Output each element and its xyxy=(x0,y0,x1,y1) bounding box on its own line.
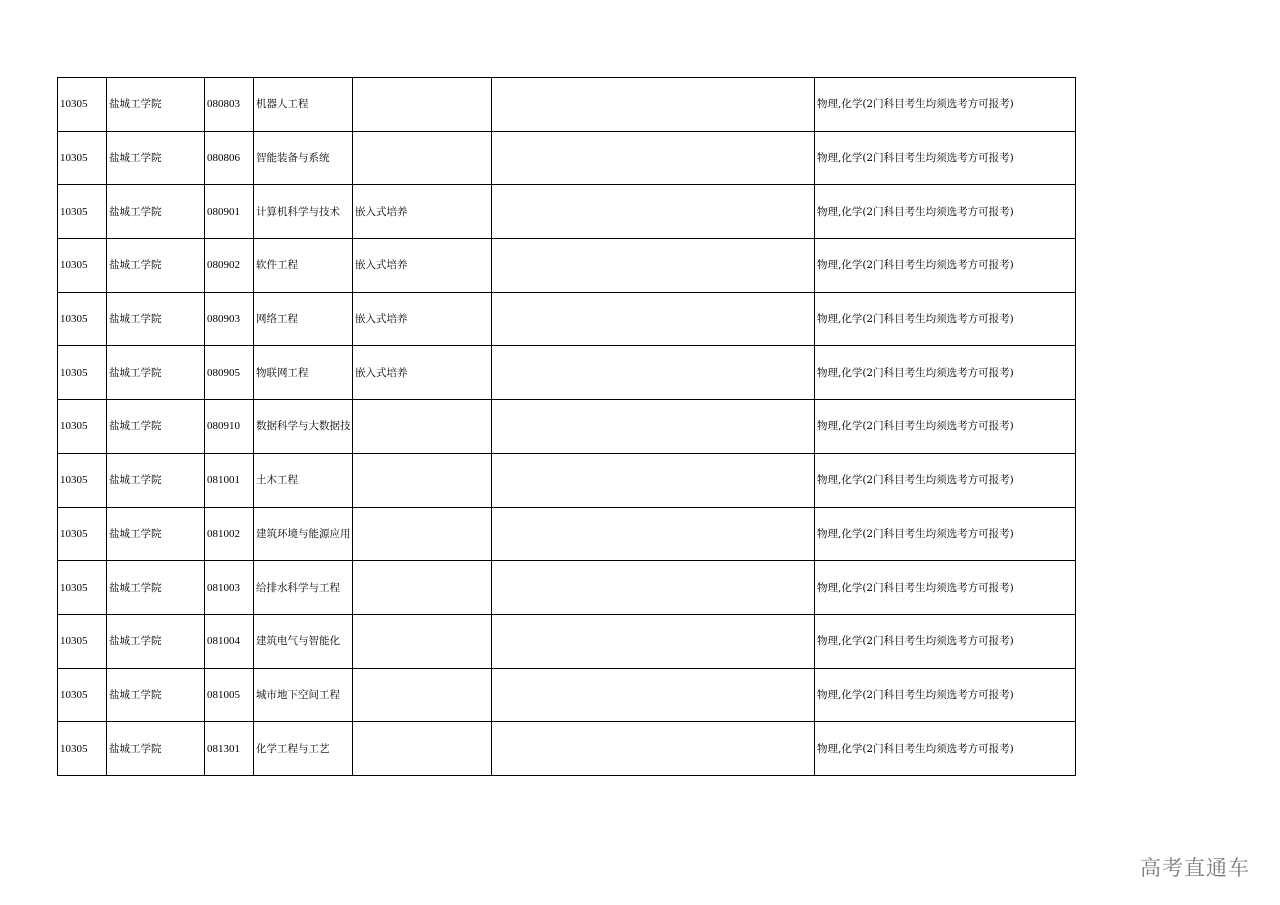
major-name-cell: 计算机科学与技术 xyxy=(254,185,353,239)
training-note-cell xyxy=(353,561,492,615)
school-code-cell: 10305 xyxy=(58,507,107,561)
major-name-cell: 网络工程 xyxy=(254,292,353,346)
school-code-cell: 10305 xyxy=(58,722,107,776)
major-name-cell: 机器人工程 xyxy=(254,78,353,132)
subject-requirement-cell: 物理,化学(2门科目考生均须选考方可报考) xyxy=(815,668,1076,722)
training-note-cell xyxy=(353,400,492,454)
subject-requirement-cell: 物理,化学(2门科目考生均须选考方可报考) xyxy=(815,346,1076,400)
training-note-cell xyxy=(353,453,492,507)
school-name-cell: 盐城工学院 xyxy=(107,561,205,615)
table-row xyxy=(58,292,1076,346)
school-name-cell: 盐城工学院 xyxy=(107,668,205,722)
table-row xyxy=(58,131,1076,185)
subject-requirement-cell: 物理,化学(2门科目考生均须选考方可报考) xyxy=(815,722,1076,776)
major-name-cell: 智能装备与系统 xyxy=(254,131,353,185)
table-row xyxy=(58,453,1076,507)
major-name-cell: 城市地下空间工程 xyxy=(254,668,353,722)
major-code-cell: 081001 xyxy=(205,453,254,507)
school-name-cell: 盐城工学院 xyxy=(107,614,205,668)
school-code-cell: 10305 xyxy=(58,131,107,185)
school-name-cell: 盐城工学院 xyxy=(107,453,205,507)
remark-cell xyxy=(492,185,815,239)
remark-cell xyxy=(492,346,815,400)
school-code-cell: 10305 xyxy=(58,346,107,400)
training-note-cell xyxy=(353,668,492,722)
major-name-cell: 给排水科学与工程 xyxy=(254,561,353,615)
major-code-cell: 080901 xyxy=(205,185,254,239)
subject-requirement-cell: 物理,化学(2门科目考生均须选考方可报考) xyxy=(815,78,1076,132)
table-row xyxy=(58,78,1076,132)
school-code-cell: 10305 xyxy=(58,78,107,132)
remark-cell xyxy=(492,78,815,132)
table-row xyxy=(58,614,1076,668)
table-row xyxy=(58,722,1076,776)
subject-requirement-cell: 物理,化学(2门科目考生均须选考方可报考) xyxy=(815,400,1076,454)
major-name-cell: 物联网工程 xyxy=(254,346,353,400)
major-name-cell: 建筑环境与能源应用 xyxy=(254,507,353,561)
major-code-cell: 080806 xyxy=(205,131,254,185)
major-code-cell: 081301 xyxy=(205,722,254,776)
major-code-cell: 080902 xyxy=(205,239,254,293)
subject-requirement-cell: 物理,化学(2门科目考生均须选考方可报考) xyxy=(815,185,1076,239)
subject-requirement-cell: 物理,化学(2门科目考生均须选考方可报考) xyxy=(815,131,1076,185)
major-name-cell: 软件工程 xyxy=(254,239,353,293)
major-code-cell: 081002 xyxy=(205,507,254,561)
major-code-cell: 080910 xyxy=(205,400,254,454)
major-name-cell: 建筑电气与智能化 xyxy=(254,614,353,668)
watermark-text: 高考直通车 xyxy=(1140,856,1250,880)
training-note-cell xyxy=(353,722,492,776)
remark-cell xyxy=(492,400,815,454)
school-code-cell: 10305 xyxy=(58,614,107,668)
training-note-cell: 嵌入式培养 xyxy=(353,292,492,346)
training-note-cell xyxy=(353,78,492,132)
remark-cell xyxy=(492,292,815,346)
school-name-cell: 盐城工学院 xyxy=(107,346,205,400)
school-code-cell: 10305 xyxy=(58,400,107,454)
subject-requirement-cell: 物理,化学(2门科目考生均须选考方可报考) xyxy=(815,239,1076,293)
table-body xyxy=(58,78,1076,776)
remark-cell xyxy=(492,453,815,507)
training-note-cell xyxy=(353,507,492,561)
school-name-cell: 盐城工学院 xyxy=(107,78,205,132)
school-name-cell: 盐城工学院 xyxy=(107,722,205,776)
table-row xyxy=(58,239,1076,293)
school-name-cell: 盐城工学院 xyxy=(107,185,205,239)
school-code-cell: 10305 xyxy=(58,239,107,293)
major-code-cell: 081005 xyxy=(205,668,254,722)
major-name-cell: 数据科学与大数据技 xyxy=(254,400,353,454)
major-name-cell: 土木工程 xyxy=(254,453,353,507)
remark-cell xyxy=(492,131,815,185)
subject-requirement-cell: 物理,化学(2门科目考生均须选考方可报考) xyxy=(815,453,1076,507)
table-row xyxy=(58,561,1076,615)
training-note-cell: 嵌入式培养 xyxy=(353,239,492,293)
school-code-cell: 10305 xyxy=(58,561,107,615)
remark-cell xyxy=(492,668,815,722)
training-note-cell xyxy=(353,614,492,668)
major-code-cell: 080903 xyxy=(205,292,254,346)
school-code-cell: 10305 xyxy=(58,185,107,239)
subject-requirement-cell: 物理,化学(2门科目考生均须选考方可报考) xyxy=(815,507,1076,561)
subject-requirement-cell: 物理,化学(2门科目考生均须选考方可报考) xyxy=(815,614,1076,668)
major-code-cell: 080803 xyxy=(205,78,254,132)
table-row xyxy=(58,346,1076,400)
remark-cell xyxy=(492,239,815,293)
training-note-cell: 嵌入式培养 xyxy=(353,185,492,239)
school-code-cell: 10305 xyxy=(58,453,107,507)
major-name-cell: 化学工程与工艺 xyxy=(254,722,353,776)
school-code-cell: 10305 xyxy=(58,668,107,722)
school-name-cell: 盐城工学院 xyxy=(107,239,205,293)
school-name-cell: 盐城工学院 xyxy=(107,400,205,454)
subject-requirement-cell: 物理,化学(2门科目考生均须选考方可报考) xyxy=(815,561,1076,615)
major-code-cell: 080905 xyxy=(205,346,254,400)
table-row xyxy=(58,185,1076,239)
subject-requirement-cell: 物理,化学(2门科目考生均须选考方可报考) xyxy=(815,292,1076,346)
training-note-cell xyxy=(353,131,492,185)
admission-requirements-table xyxy=(57,77,1076,776)
remark-cell xyxy=(492,614,815,668)
school-code-cell: 10305 xyxy=(58,292,107,346)
remark-cell xyxy=(492,722,815,776)
remark-cell xyxy=(492,507,815,561)
major-code-cell: 081003 xyxy=(205,561,254,615)
school-name-cell: 盐城工学院 xyxy=(107,131,205,185)
major-code-cell: 081004 xyxy=(205,614,254,668)
school-name-cell: 盐城工学院 xyxy=(107,507,205,561)
table-row xyxy=(58,507,1076,561)
school-name-cell: 盐城工学院 xyxy=(107,292,205,346)
table-row xyxy=(58,400,1076,454)
table-row xyxy=(58,668,1076,722)
remark-cell xyxy=(492,561,815,615)
training-note-cell: 嵌入式培养 xyxy=(353,346,492,400)
